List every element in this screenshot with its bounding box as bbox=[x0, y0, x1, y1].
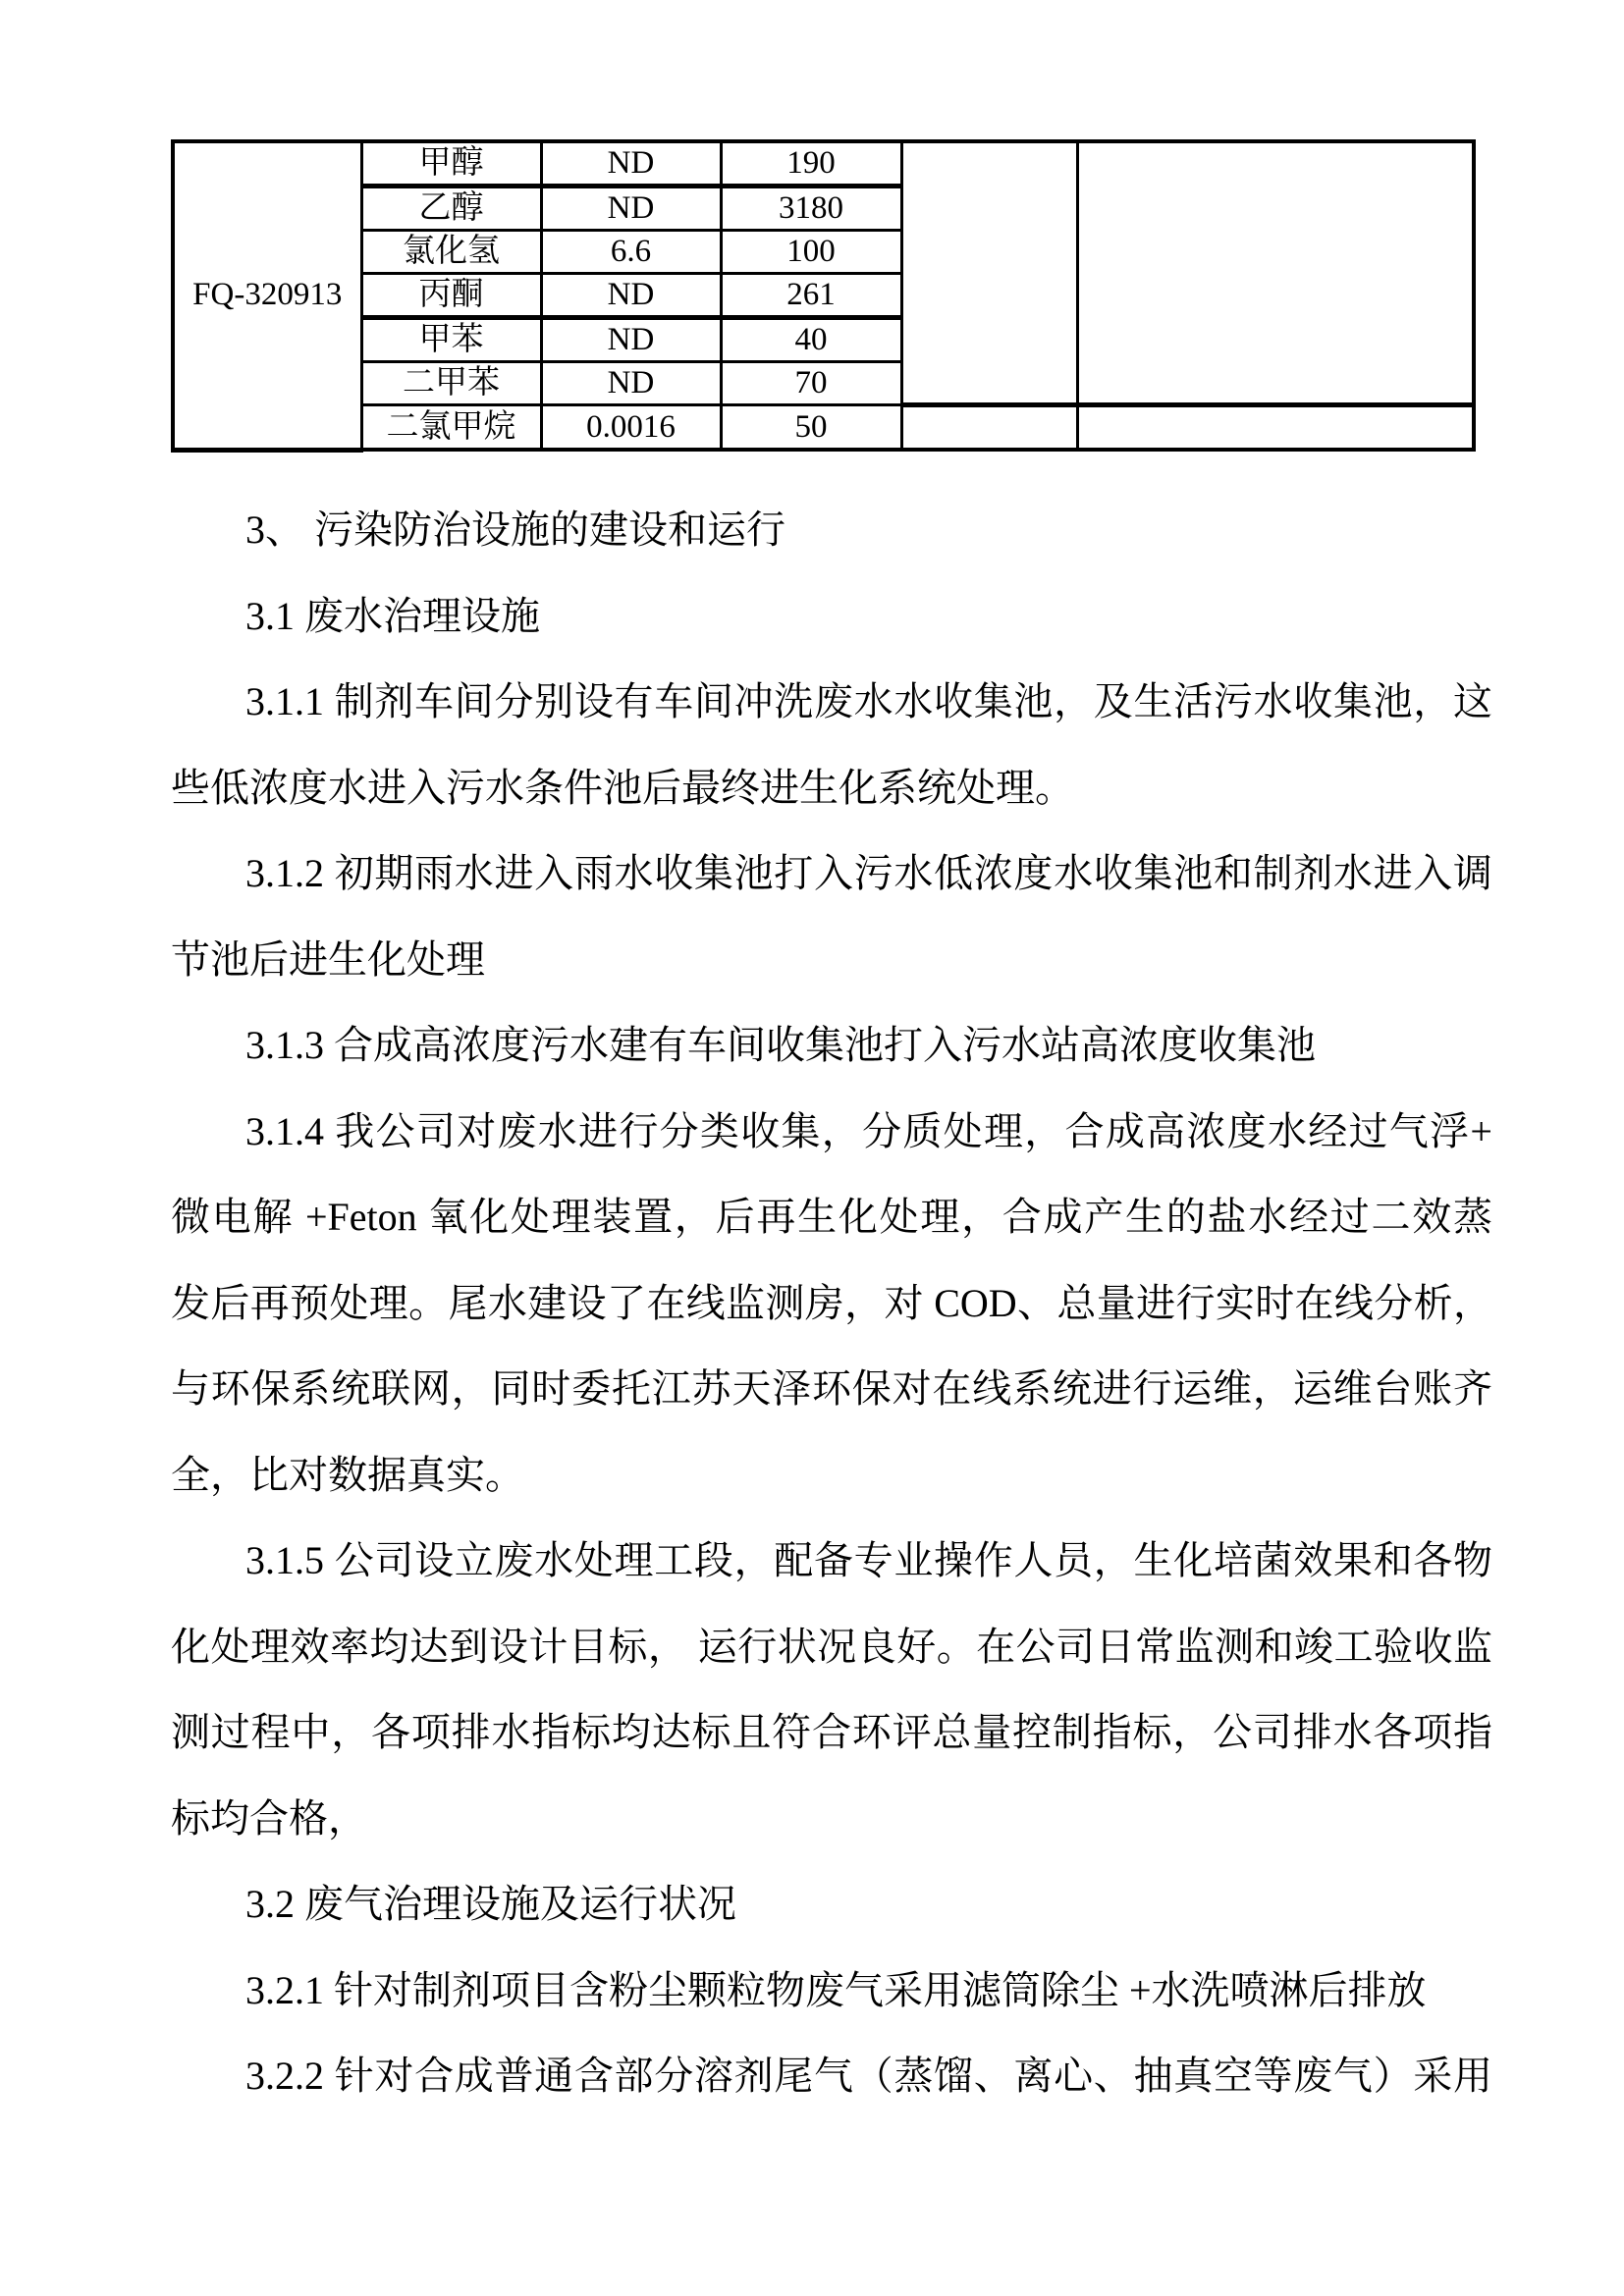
para-3-1-4-line-2: 微电解 +Feton 氧化处理装置，后再生化处理，合成产生的盐水经过二效蒸 bbox=[171, 1195, 1492, 1239]
pollutant-name-cell: 乙醇 bbox=[361, 187, 541, 231]
empty-cell bbox=[1077, 405, 1474, 451]
pollutant-limit-cell: 50 bbox=[721, 405, 901, 451]
pollutant-name-cell: 二氯甲烷 bbox=[361, 405, 541, 451]
pollutant-name-cell: 丙酮 bbox=[361, 274, 541, 318]
para-3-1-4-line-5: 全，比对数据真实。 bbox=[171, 1452, 524, 1497]
section-3-heading: 3、 污染防治设施的建设和运行 bbox=[245, 507, 785, 552]
pollutant-value-cell: ND bbox=[541, 274, 721, 318]
para-3-2-1-line-1: 3.2.1 针对制剂项目含粉尘颗粒物废气采用滤筒除尘 +水洗喷淋后排放 bbox=[245, 1967, 1427, 2012]
pollutant-name-cell: 二甲苯 bbox=[361, 362, 541, 405]
pollutant-value-cell: ND bbox=[541, 187, 721, 231]
para-3-1-5-line-2: 化处理效率均达到设计目标， 运行状况良好。在公司日常监测和竣工验收监 bbox=[171, 1624, 1492, 1669]
pollutant-limit-cell: 3180 bbox=[721, 187, 901, 231]
pollutant-limit-cell: 100 bbox=[721, 231, 901, 274]
section-3-2-heading: 3.2 废气治理设施及运行状况 bbox=[245, 1882, 736, 1926]
table-row bbox=[173, 405, 1474, 451]
para-3-1-1-line-1: 3.1.1 制剂车间分别设有车间冲洗废水水收集池，及生活污水收集池，这 bbox=[245, 679, 1492, 723]
section-3-1-heading: 3.1 废水治理设施 bbox=[245, 593, 540, 638]
para-3-1-4-line-3: 发后再预处理。尾水建设了在线监测房，对 COD、总量进行实时在线分析， bbox=[171, 1280, 1492, 1325]
pollutant-limit-cell: 40 bbox=[721, 318, 901, 362]
pollutant-value-cell: ND bbox=[541, 141, 721, 187]
para-3-1-4-line-4: 与环保系统联网，同时委托江苏天泽环保对在线系统进行运维，运维台账齐 bbox=[171, 1366, 1492, 1411]
pollutant-limit-cell: 261 bbox=[721, 274, 901, 318]
pollutant-name-cell: 甲苯 bbox=[361, 318, 541, 362]
para-3-1-2-line-1: 3.1.2 初期雨水进入雨水收集池打入污水低浓度水收集池和制剂水进入调 bbox=[245, 851, 1492, 895]
document-body bbox=[171, 487, 1492, 2119]
para-3-1-5-line-4: 标均合格， bbox=[171, 1795, 367, 1841]
sample-id-cell: FQ-320913 bbox=[173, 141, 361, 450]
pollutant-name-cell: 甲醇 bbox=[361, 141, 541, 187]
pollutant-name-cell: 氯化氢 bbox=[361, 231, 541, 274]
para-3-2-2-line-1: 3.2.2 针对合成普通含部分溶剂尾气（蒸馏、离心、抽真空等废气）采用 bbox=[245, 2054, 1492, 2098]
para-3-1-5-line-1: 3.1.5 公司设立废水处理工段，配备专业操作人员，生化培菌效果和各物 bbox=[245, 1538, 1492, 1582]
para-3-1-3-line-1: 3.1.3 合成高浓度污水建有车间收集池打入污水站高浓度收集池 bbox=[245, 1023, 1316, 1067]
empty-cell bbox=[901, 141, 1077, 405]
para-3-1-2-line-2: 节池后进生化处理 bbox=[171, 936, 485, 982]
pollutant-value-cell: ND bbox=[541, 318, 721, 362]
para-3-1-4-line-1: 3.1.4 我公司对废水进行分类收集，分质处理，合成高浓度水经过气浮+ bbox=[245, 1108, 1492, 1153]
pollutant-limit-cell: 190 bbox=[721, 141, 901, 187]
pollutant-value-cell: 6.6 bbox=[541, 231, 721, 274]
emission-results-table bbox=[171, 139, 1476, 453]
empty-cell bbox=[901, 405, 1077, 451]
para-3-1-1-line-2: 些低浓度水进入污水条件池后最终进生化系统处理。 bbox=[171, 765, 1074, 810]
table-row bbox=[173, 141, 1474, 187]
pollutant-value-cell: ND bbox=[541, 362, 721, 405]
pollutant-value-cell: 0.0016 bbox=[541, 405, 721, 451]
para-3-1-5-line-3: 测过程中，各项排水指标均达标且符合环评总量控制指标，公司排水各项指 bbox=[171, 1710, 1492, 1754]
empty-cell bbox=[1077, 141, 1474, 405]
pollutant-limit-cell: 70 bbox=[721, 362, 901, 405]
